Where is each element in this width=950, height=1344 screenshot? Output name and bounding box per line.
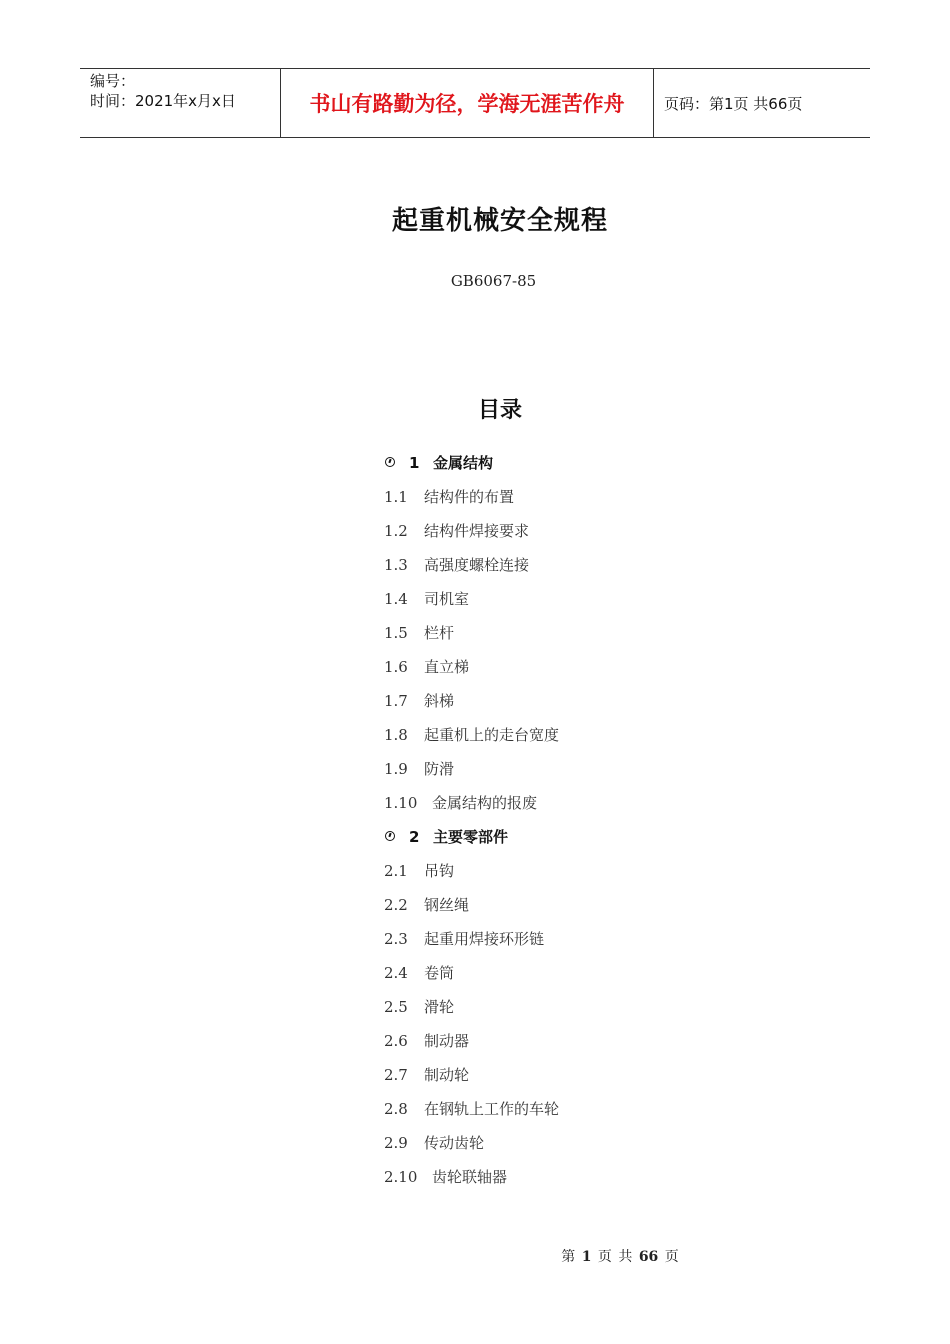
clock-bullet-icon — [385, 831, 395, 841]
toc-item-title: 金属结构的报废 — [432, 794, 538, 812]
toc-item-number: 2.10 — [384, 1168, 418, 1186]
toc-item[interactable] — [384, 587, 559, 621]
toc-item[interactable] — [384, 689, 559, 723]
toc-section-title: 金属结构 — [433, 454, 494, 472]
toc-item[interactable] — [384, 961, 559, 995]
toc-item-number: 1.5 — [384, 624, 408, 642]
toc-heading: 目录 — [477, 398, 522, 423]
toc-item-title: 传动齿轮 — [424, 1134, 485, 1152]
toc-item-number: 2.6 — [384, 1032, 408, 1050]
toc-item-number: 1.4 — [384, 590, 408, 608]
toc-item[interactable] — [384, 723, 559, 757]
toc-item-number: 2.3 — [384, 930, 408, 948]
toc-item[interactable] — [384, 1131, 559, 1165]
number-label: 编号： — [90, 72, 136, 90]
toc-item-title: 制动器 — [424, 1032, 470, 1050]
page-footer — [0, 1246, 950, 1266]
header-page-info: 页码：第1页 共66页 — [664, 94, 803, 113]
toc-item[interactable] — [384, 995, 559, 1029]
toc-item-title: 齿轮联轴器 — [432, 1168, 508, 1186]
footer-page-number: 1 — [581, 1249, 592, 1265]
toc-item-title: 起重机上的走台宽度 — [424, 726, 560, 744]
toc-item-number: 1.7 — [384, 692, 408, 710]
toc-item-title: 卷筒 — [424, 964, 455, 982]
toc-item-title: 司机室 — [424, 590, 470, 608]
toc-item[interactable] — [384, 485, 559, 519]
table-of-contents — [384, 451, 559, 1199]
toc-item-number: 1.3 — [384, 556, 408, 574]
footer-prefix: 第 — [561, 1249, 576, 1265]
footer-total-pages: 66 — [638, 1249, 659, 1265]
header-motto: 书山有路勤为径，学海无涯苦作舟 — [281, 69, 654, 137]
toc-item[interactable] — [384, 791, 559, 825]
toc-item[interactable] — [384, 655, 559, 689]
toc-item-number: 2.9 — [384, 1134, 408, 1152]
toc-item-number: 1.9 — [384, 760, 408, 778]
toc-item-number: 2.2 — [384, 896, 408, 914]
toc-section-number: 1 — [409, 454, 420, 472]
toc-item-number: 2.4 — [384, 964, 408, 982]
toc-item-number: 1.2 — [384, 522, 408, 540]
toc-item-title: 在钢轨上工作的车轮 — [424, 1100, 560, 1118]
toc-item-title: 结构件的布置 — [424, 488, 515, 506]
toc-item-number: 1.8 — [384, 726, 408, 744]
toc-item-title: 滑轮 — [424, 998, 455, 1016]
toc-item[interactable] — [384, 1029, 559, 1063]
footer-mid: 页 共 — [597, 1249, 633, 1265]
toc-item-number: 1.6 — [384, 658, 408, 676]
toc-item[interactable] — [384, 757, 559, 791]
toc-section[interactable] — [384, 451, 559, 485]
clock-bullet-icon — [385, 457, 395, 467]
toc-item[interactable] — [384, 859, 559, 893]
toc-section-title: 主要零部件 — [433, 828, 509, 846]
toc-item[interactable] — [384, 1063, 559, 1097]
header-meta — [80, 69, 281, 137]
toc-item-title: 吊钩 — [424, 862, 455, 880]
toc-section[interactable] — [384, 825, 559, 859]
toc-item[interactable] — [384, 1097, 559, 1131]
toc-item-title: 直立梯 — [424, 658, 470, 676]
toc-section-number: 2 — [409, 828, 420, 846]
toc-item-title: 起重用焊接环形链 — [424, 930, 545, 948]
toc-item-title: 制动轮 — [424, 1066, 470, 1084]
standard-code: GB6067-85 — [450, 272, 537, 290]
time-label: 时间：2021年x月x日 — [90, 92, 236, 110]
page-header — [80, 68, 870, 138]
toc-item-title: 栏杆 — [424, 624, 455, 642]
toc-item[interactable] — [384, 1165, 559, 1199]
toc-item-number: 2.8 — [384, 1100, 408, 1118]
document-title: 起重机械安全规程 — [391, 206, 608, 236]
footer-suffix: 页 — [664, 1249, 679, 1265]
toc-item[interactable] — [384, 519, 559, 553]
toc-item-number: 1.1 — [384, 488, 408, 506]
toc-item-title: 高强度螺栓连接 — [424, 556, 530, 574]
toc-item-number: 2.7 — [384, 1066, 408, 1084]
toc-item-title: 防滑 — [424, 760, 455, 778]
toc-item-title: 钢丝绳 — [424, 896, 470, 914]
toc-item[interactable] — [384, 927, 559, 961]
toc-item[interactable] — [384, 621, 559, 655]
toc-item[interactable] — [384, 553, 559, 587]
toc-item-title: 斜梯 — [424, 692, 455, 710]
toc-item[interactable] — [384, 893, 559, 927]
toc-item-title: 结构件焊接要求 — [424, 522, 530, 540]
toc-item-number: 1.10 — [384, 794, 418, 812]
toc-item-number: 2.1 — [384, 862, 408, 880]
toc-item-number: 2.5 — [384, 998, 408, 1016]
